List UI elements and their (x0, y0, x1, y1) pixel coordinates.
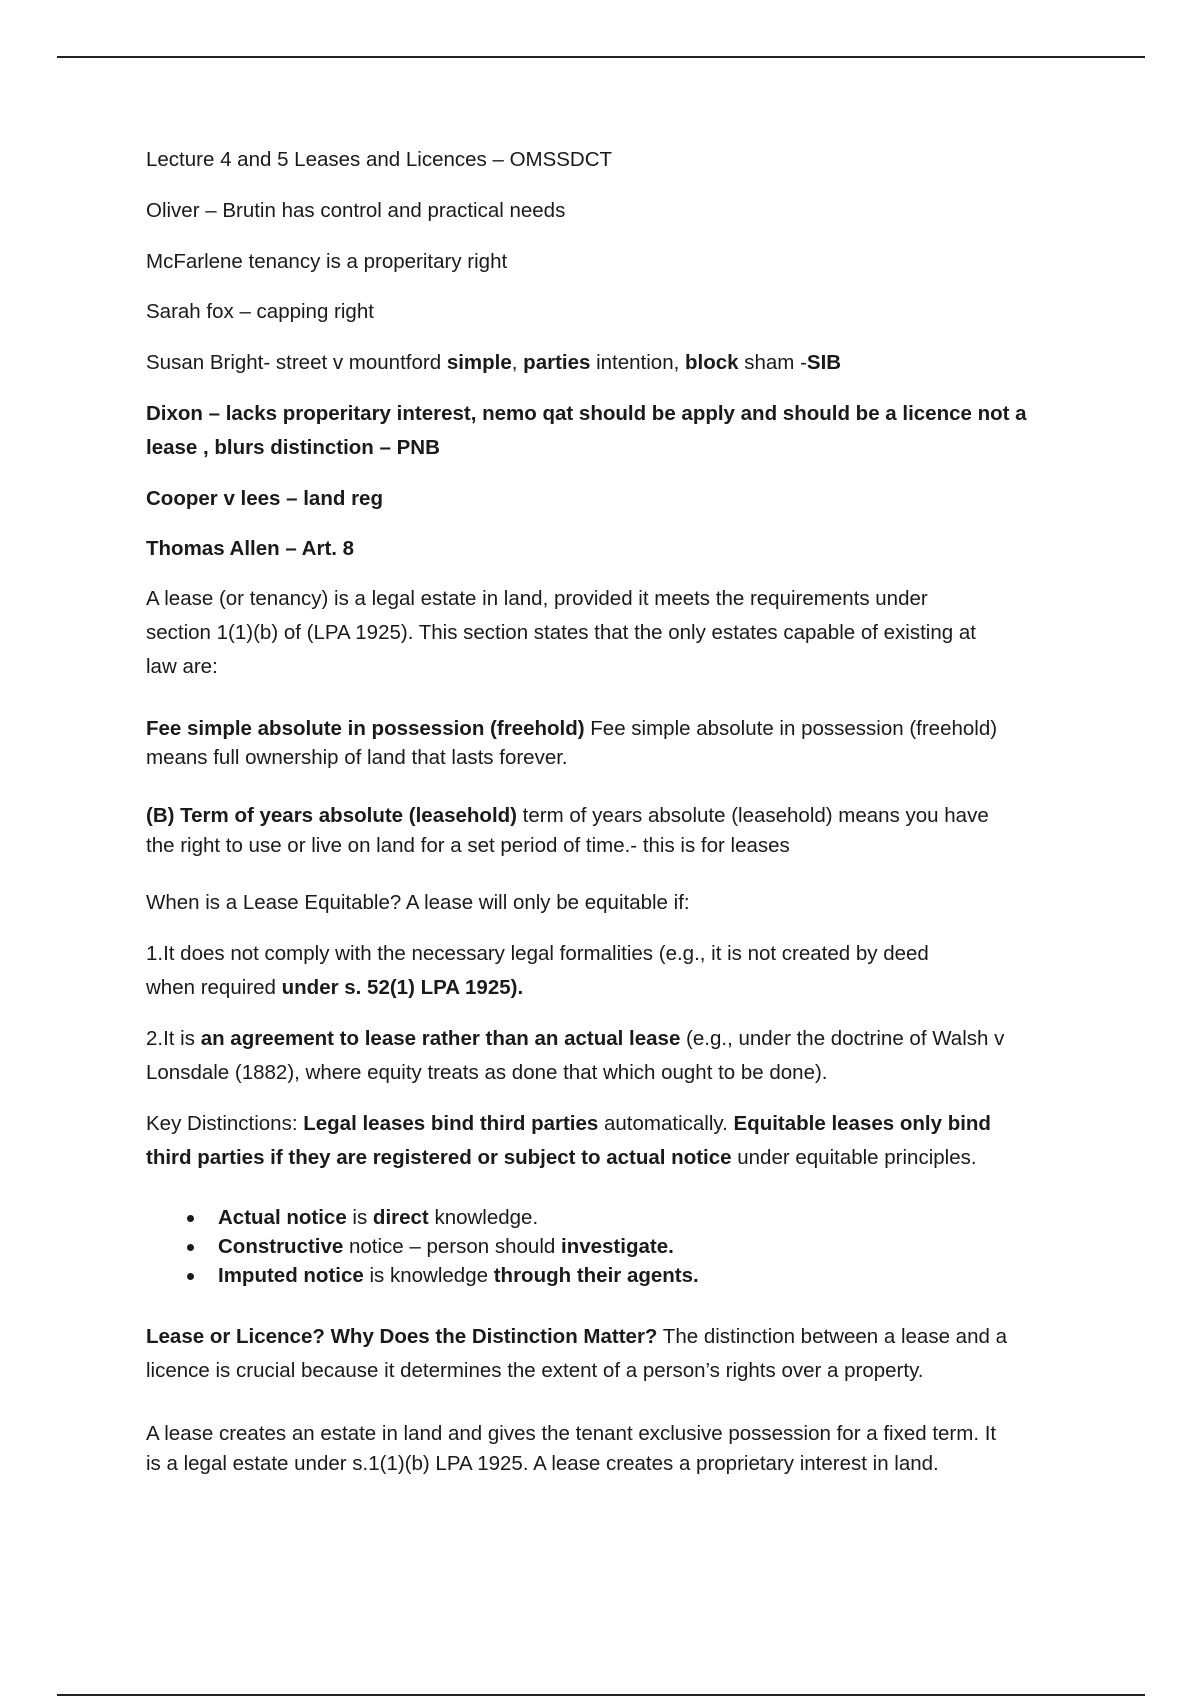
lease-definition-line-3: law are: (146, 655, 218, 678)
list-item (146, 1203, 1046, 1232)
heading-line: Lecture 4 and 5 Leases and Licences – OMSSDCT (146, 148, 613, 171)
bold-run: simple (446, 351, 512, 374)
bold-run: investigate. (561, 1235, 674, 1258)
list-item (146, 1232, 1046, 1261)
text-run: term of years absolute (leasehold) means you have (516, 804, 989, 827)
bold-run: (B) Term of years absolute (leasehold) (146, 804, 517, 827)
bold-run: an agreement to lease rather than an actual lease (200, 1027, 681, 1050)
point-1-line-1: 1.It does not comply with the necessary legal formalities (e.g., it is not created by deed (146, 942, 929, 965)
fee-simple-line-2: means full ownership of land that lasts forever. (146, 746, 568, 769)
text-run: Susan Bright- street v mountford (146, 351, 447, 374)
lease-or-licence-line-2: licence is crucial because it determines the extent of a person’s rights over a property. (146, 1359, 924, 1382)
bullet-icon (187, 1273, 194, 1280)
bold-run: third parties if they are registered or subject to actual notice (146, 1146, 732, 1169)
text-run: knowledge. (428, 1206, 539, 1229)
bold-run: direct (372, 1206, 429, 1229)
list-item (146, 1261, 1046, 1290)
bold-run: parties (523, 351, 591, 374)
bold-run: Constructive (218, 1235, 344, 1258)
lease-definition-line-2: section 1(1)(b) of (LPA 1925). This section states that the only estates capable of existing at (146, 621, 976, 644)
text-line: Sarah fox – capping right (146, 300, 374, 323)
point-2-line-1 (146, 1022, 1076, 1056)
lease-or-licence-line-1 (146, 1320, 1076, 1354)
text-run: The distinction between a lease and a (657, 1325, 1007, 1348)
bold-run: block (685, 351, 739, 374)
cooper-line: Cooper v lees – land reg (146, 487, 383, 510)
text-line: Oliver – Brutin has control and practical needs (146, 199, 566, 222)
bold-run: Equitable leases only bind (733, 1112, 991, 1135)
fee-simple-line-1 (146, 714, 1076, 744)
text-run: under equitable principles. (731, 1146, 977, 1169)
thomas-line: Thomas Allen – Art. 8 (146, 537, 355, 560)
text-run: , (511, 351, 524, 374)
lease-creates-line-1: A lease creates an estate in land and gives the tenant exclusive possession for a fixed term. It (146, 1422, 997, 1445)
bold-run: Imputed notice (218, 1264, 364, 1287)
dixon-line-1: Dixon – lacks properitary interest, nemo qat should be apply and should be a licence not a (146, 402, 1027, 425)
text-run: Fee simple absolute in possession (freehold) (584, 717, 998, 740)
bold-run: SIB (806, 351, 842, 374)
key-distinctions-line-2 (146, 1141, 1076, 1175)
text-run: when required (146, 976, 282, 999)
lease-creates-line-2: is a legal estate under s.1(1)(b) LPA 1925. A lease creates a proprietary interest in land. (146, 1452, 939, 1475)
equitable-question: When is a Lease Equitable? A lease will only be equitable if: (146, 891, 690, 914)
text-run: sham - (738, 351, 807, 374)
text-run: automatically. (598, 1112, 734, 1135)
text-run: intention, (590, 351, 685, 374)
term-years-line-2: the right to use or live on land for a set period of time.- this is for leases (146, 834, 790, 857)
lease-definition-line-1: A lease (or tenancy) is a legal estate in land, provided it meets the requirements under (146, 587, 928, 610)
bullet-icon (187, 1215, 194, 1222)
point-2-line-2: Lonsdale (1882), where equity treats as done that which ought to be done). (146, 1061, 828, 1084)
bottom-rule (57, 1694, 1145, 1696)
text-run: is knowledge (363, 1264, 494, 1287)
text-run: 2.It is (146, 1027, 201, 1050)
bold-run: under s. 52(1) LPA 1925). (281, 976, 524, 999)
text-run: (e.g., under the doctrine of Walsh v (680, 1027, 1005, 1050)
text-run: is (346, 1206, 373, 1229)
term-years-line-1 (146, 801, 1076, 831)
bold-run: Fee simple absolute in possession (freehold) (146, 717, 585, 740)
bold-run: through their agents. (493, 1264, 699, 1287)
point-1-line-2 (146, 971, 1076, 1005)
notice-bullet-list (146, 1203, 1046, 1290)
bullet-icon (187, 1244, 194, 1251)
dixon-line-2: lease , blurs distinction – PNB (146, 436, 440, 459)
bold-run: Lease or Licence? Why Does the Distinction Matter? (146, 1325, 658, 1348)
text-run: notice – person should (343, 1235, 561, 1258)
susan-bright-line (146, 346, 1076, 380)
text-run: Key Distinctions: (146, 1112, 304, 1135)
bold-run: Actual notice (218, 1206, 347, 1229)
top-rule (57, 56, 1145, 58)
text-line: McFarlene tenancy is a properitary right (146, 250, 508, 273)
bold-run: Legal leases bind third parties (303, 1112, 599, 1135)
key-distinctions-line-1 (146, 1107, 1076, 1141)
